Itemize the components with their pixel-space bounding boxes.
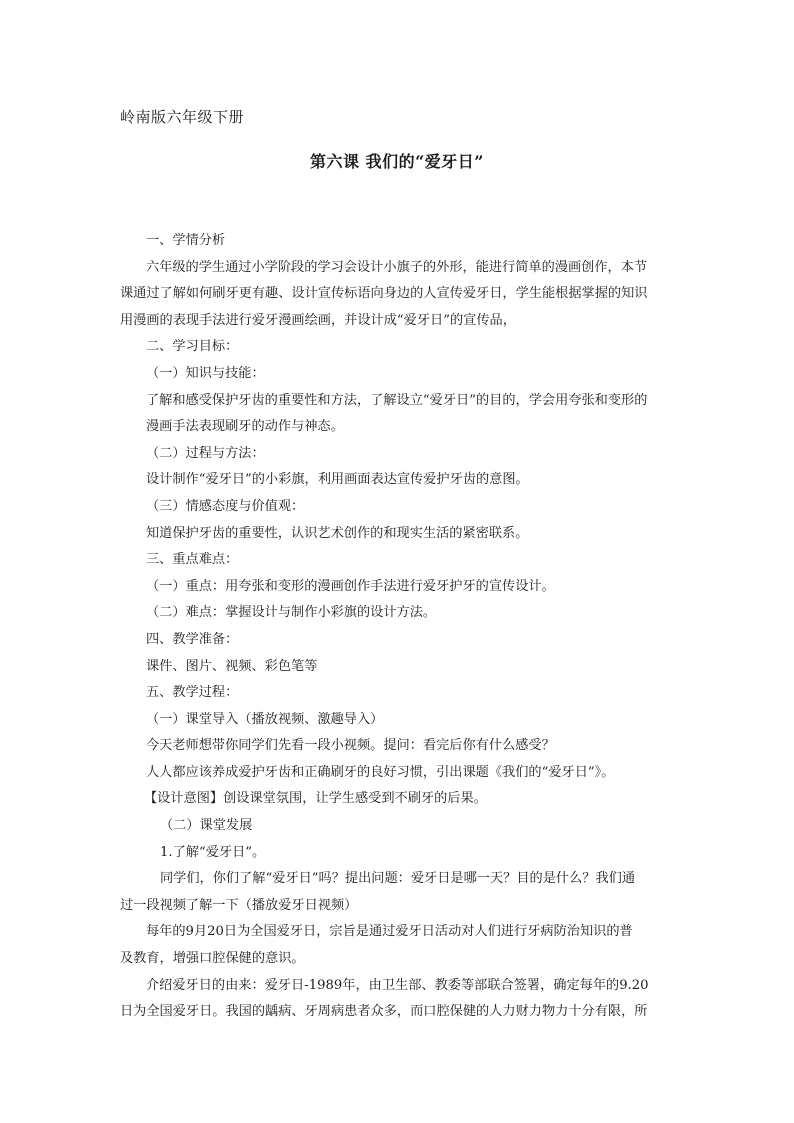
paragraph-line: 日为全国爱牙日。我国的龋病、牙周病患者众多，而口腔保健的人力财力物力十分有限，所: [120, 1004, 648, 1020]
subheading-development: （二）课堂发展: [160, 818, 253, 834]
subheading-attitude: （三）情感态度与价值观：: [146, 498, 305, 514]
paragraph-line: 漫画手法表现刷牙的动作与神态。: [146, 419, 344, 435]
paragraph-line: （一）重点：用夸张和变形的漫画创作手法进行爱牙护牙的宣传设计。: [146, 578, 555, 594]
paragraph-line: 今天老师想带你同学们先看一段小视频。提问：看完后你有什么感受？: [146, 738, 555, 754]
section-heading-goals: 二、学习目标：: [146, 339, 239, 355]
publisher-label: 岭南版六年级下册: [120, 108, 245, 126]
paragraph-line: 【设计意图】创设课堂氛围，让学生感受到不刷牙的后果。: [144, 791, 487, 807]
paragraph-line: 课通过了解如何刷牙更有趣、设计宣传标语向身边的人宣传爱牙日，学生能根据掌握的知识: [120, 286, 648, 302]
paragraph-line: 课件、图片、视频、彩色笔等: [146, 658, 318, 674]
section-heading-preparation: 四、教学准备：: [146, 631, 239, 647]
paragraph-line: 及教育，增强口腔保健的意识。: [120, 951, 305, 967]
paragraph-line: 用漫画的表现手法进行爱牙漫画绘画，并设计成“爱牙日”的宣传品，: [120, 312, 516, 328]
paragraph-line: 过一段视频了解一下（播放爱牙日视频）: [120, 897, 358, 913]
paragraph-line: 了解和感受保护牙齿的重要性和方法，了解设立“爱牙日”的目的，学会用夸张和变形的: [146, 392, 648, 408]
subheading-process: （二）过程与方法：: [146, 445, 265, 461]
paragraph-line: 六年级的学生通过小学阶段的学习会设计小旗子的外形，能进行简单的漫画创作，本节: [146, 259, 648, 275]
paragraph-line: 介绍爱牙日的由来：爱牙日-1989年，由卫生部、教委等部联合签署，确定每年的9.20: [146, 977, 649, 993]
subheading-introduction: （一）课堂导入（播放视频、激趣导入）: [146, 711, 384, 727]
paragraph-line: 同学们，你们了解“爱牙日”吗？提出问题：爱牙日是哪一天？目的是什么？我们通: [160, 871, 636, 887]
paragraph-line: （二）难点：掌握设计与制作小彩旗的设计方法。: [146, 605, 437, 621]
lesson-body: [120, 228, 674, 1026]
section-heading-analysis: 一、学情分析: [146, 233, 226, 248]
lesson-title: 第六课 我们的“爱牙日”: [310, 152, 484, 171]
section-heading-process: 五、教学过程：: [146, 685, 239, 701]
paragraph-line: 每年的9月20日为全国爱牙日，宗旨是通过爱牙日活动对人们进行牙病防治知识的普: [146, 924, 633, 940]
paragraph-line: 人人都应该养成爱护牙齿和正确刷牙的良好习惯，引出课题《我们的“爱牙日”》。: [146, 764, 615, 780]
subheading-understand: 1.了解“爱牙日”。: [160, 844, 266, 860]
paragraph-line: 知道保护牙齿的重要性，认识艺术创作的和现实生活的紧密联系。: [146, 525, 529, 541]
subheading-knowledge: （一）知识与技能：: [146, 365, 265, 381]
section-heading-key-points: 三、重点难点：: [146, 552, 239, 568]
paragraph-line: 设计制作“爱牙日”的小彩旗，利用画面表达宣传爱护牙齿的意图。: [146, 472, 529, 488]
